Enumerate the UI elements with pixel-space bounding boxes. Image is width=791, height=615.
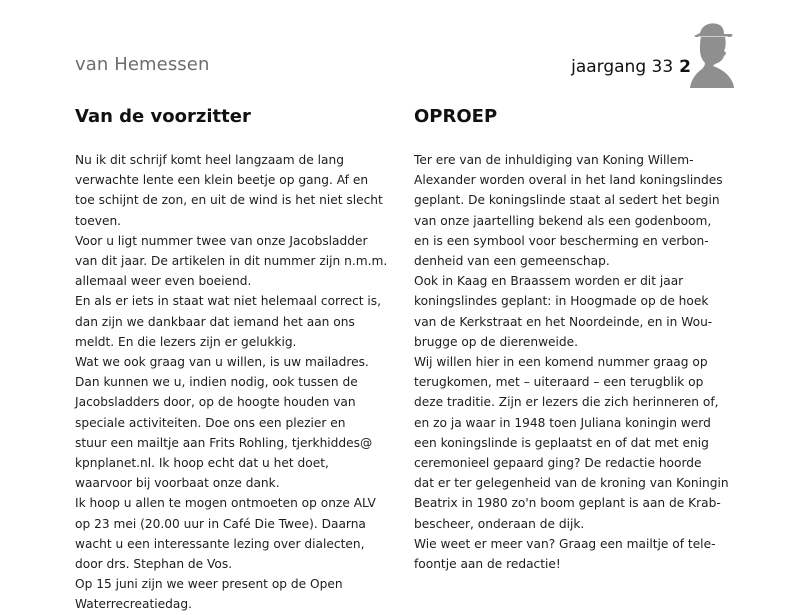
page-number: 2 [679, 57, 691, 77]
text-line: en zo ja waar in 1948 toen Juliana koningin werd [414, 415, 711, 430]
text-line: meldt. En die lezers zijn er gelukkig. [75, 334, 297, 349]
running-header-volume [571, 57, 691, 77]
silhouette-man-hat-icon [688, 20, 736, 88]
text-line: kpnplanet.nl. Ik hoop echt dat u het doet, [75, 456, 329, 471]
text-line: Op 15 juni zijn we weer present op de Open [75, 577, 343, 592]
text-line: Jacobsladders door, op de hoogte houden van [75, 395, 356, 410]
text-line: waarvoor bij voorbaat onze dank. [75, 476, 280, 491]
text-line: verwachte lente een klein beetje op gang. Af en [75, 173, 369, 188]
article-title: Van de voorzitter [75, 106, 251, 127]
text-line: allemaal weer even boeiend. [75, 274, 252, 289]
text-line: foontje aan de redactie! [414, 557, 561, 572]
text-line: deze traditie. Zijn er lezers die zich herinneren of, [414, 395, 719, 410]
article-van-de-voorzitter [75, 106, 388, 615]
text-line: Waterrecreatiedag. [75, 597, 192, 612]
text-line: toe schijnt de zon, en uit de wind is het niet slecht [75, 193, 383, 208]
text-line: Voor u ligt nummer twee van onze Jacobsladder [75, 233, 368, 248]
text-line: Beatrix in 1980 zo'n boom geplant is aan de Krab- [414, 496, 721, 511]
text-line: op 23 mei (20.00 uur in Café Die Twee). Daarna [75, 516, 366, 531]
text-line: ceremonieel gepaard ging? De redactie hoorde [414, 456, 702, 471]
text-line: En als er iets in staat wat niet helemaal correct is, [75, 294, 382, 309]
text-line: van onze jaartelling bekend als een godenboom, [414, 213, 712, 228]
text-line: Alexander worden overal in het land koningslindes [414, 173, 723, 188]
text-line: Ter ere van de inhuldiging van Koning Willem- [414, 153, 694, 167]
text-line: Ook in Kaag en Braassem worden er dit jaar [414, 274, 684, 289]
text-line: koningslindes geplant: in Hoogmade op de hoek [414, 294, 709, 309]
article-oproep [414, 106, 729, 574]
text-line: Wie weet er meer van? Graag een mailtje of tele- [414, 536, 716, 551]
text-line: terugkomen, met – uiteraard – een terugblik op [414, 375, 704, 390]
text-line: Nu ik dit schrijf komt heel langzaam de lang [75, 153, 344, 167]
article-title: OPROEP [414, 106, 498, 127]
text-line: een koningslinde is geplaatst en of dat met enig [414, 435, 709, 450]
text-line: toeven. [75, 213, 122, 228]
text-line: Ik hoop u allen te mogen ontmoeten op onze ALV [75, 496, 376, 511]
article-body [414, 150, 729, 574]
volume-label: jaargang 33 [571, 57, 674, 77]
text-line: brugge op de dierenweide. [414, 334, 579, 349]
text-line: Wij willen hier in een komend nummer graag op [414, 355, 708, 370]
text-line: dan zijn we dankbaar dat iemand het aan ons [75, 314, 355, 329]
text-line: Wat we ook graag van u willen, is uw mailadres. [75, 355, 369, 370]
text-line: wacht u een interessante lezing over dialecten, [75, 536, 365, 551]
text-line: en is een symbool voor bescherming en verbon- [414, 233, 709, 248]
text-line: Dan kunnen we u, indien nodig, ook tussen de [75, 375, 358, 390]
text-line: van de Kerkstraat en het Noordeinde, en in Wou- [414, 314, 713, 329]
text-line: door drs. Stephan de Vos. [75, 557, 233, 572]
text-line: bescheer, onderaan de dijk. [414, 516, 585, 531]
text-line: dat er ter gelegenheid van de kroning van Koningin [414, 476, 729, 491]
text-line: geplant. De koningslinde staat al sedert het begin [414, 193, 720, 208]
running-header-author: van Hemessen [75, 54, 210, 75]
article-body [75, 150, 388, 615]
text-line: speciale activiteiten. Doe ons een plezier en [75, 415, 346, 430]
text-line: stuur een mailtje aan Frits Rohling, tjerkhiddes@ [75, 435, 373, 450]
text-line: denheid van een gemeenschap. [414, 254, 610, 269]
text-line: van dit jaar. De artikelen in dit nummer zijn n.m.m. [75, 254, 388, 269]
